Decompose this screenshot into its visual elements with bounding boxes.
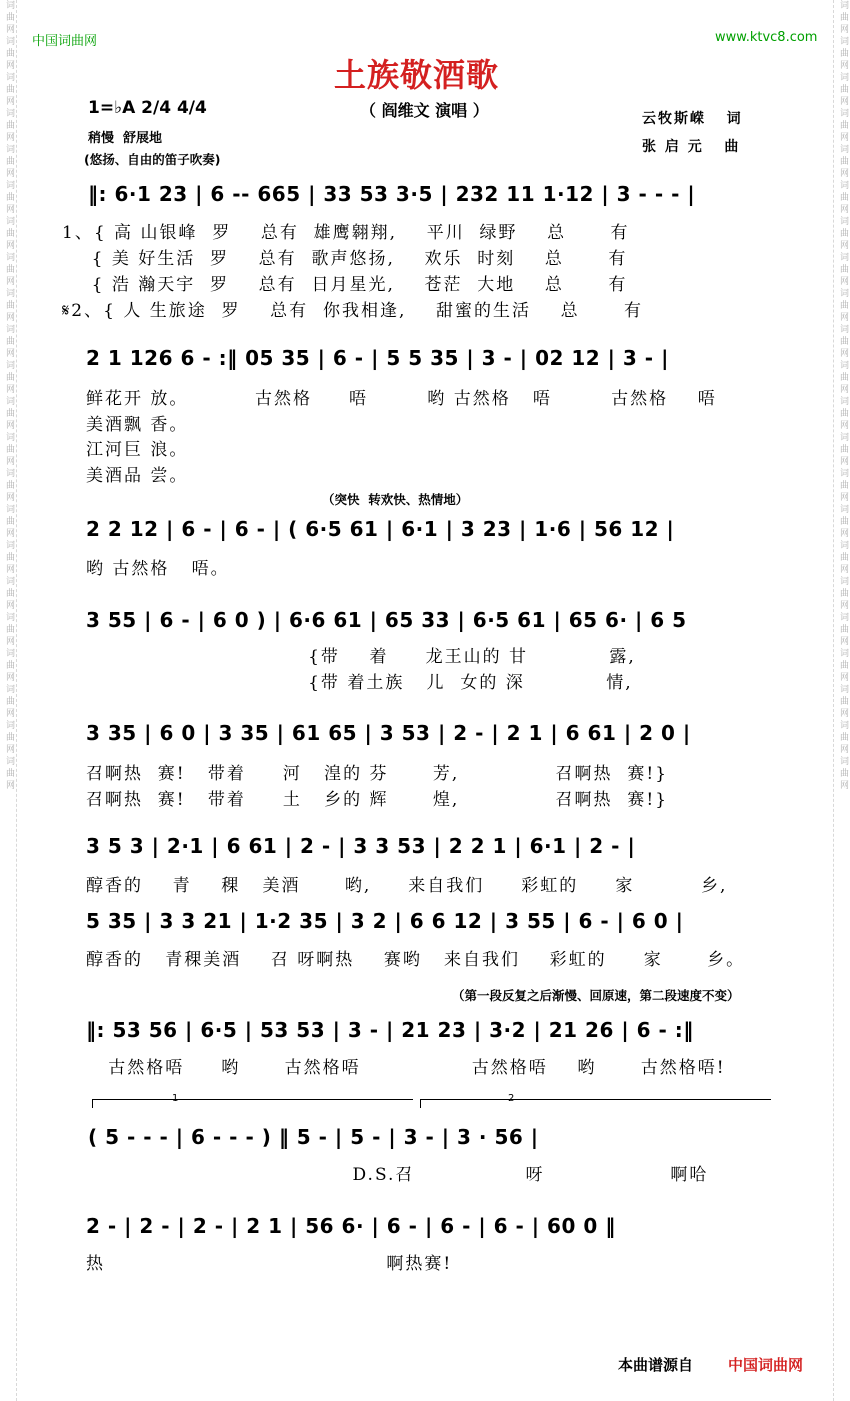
footer-source-site[interactable]: 中国词曲网 [728,1356,804,1374]
repeat-instruction: （第一段反复之后渐慢、回原速，第二段速度不变） [452,988,740,1003]
lyric-5-2: 召啊热 赛! 带着 土 乡的 辉 煌, 召啊热 赛!} [86,790,669,810]
score-line-5: 3 35 | 6 0 | 3 35 | 61 65 | 3 53 | 2 - | 2 1 | 6 61 | 2 0 | [86,721,691,745]
lyric-5-1: 召啊热 赛! 带着 河 湟的 芬 芳, 召啊热 赛!} [86,764,669,784]
footer-source-label: 本曲谱源自 [618,1356,694,1374]
lyric-1-2: { 美 好生活 罗 总有 歌声悠扬, 欢乐 时刻 总 有 [62,249,628,269]
ending-bracket-2 [420,1099,771,1108]
lyric-1-4: 𝄋2、{ 人 生旅途 罗 总有 你我相逢, 甜蜜的生活 总 有 [62,301,644,321]
score-line-3: 2 2 12 | 6 - | 6 - | ( 6·5 61 | 6·1 | 3 23 | 1·6 | 56 12 | [86,517,675,541]
composer: 张 启 元 曲 [642,139,741,155]
score-line-10: 2 - | 2 - | 2 - | 2 1 | 56 6· | 6 - | 6 - | 6 - | 60 0 ‖ [86,1214,616,1238]
performer: （ 阎维文 演唱 ） [360,101,489,120]
lyric-4-2: {带 着土族 儿 女的 深 情, [86,673,633,693]
lyric-2-1: 鲜花开 放。 古然格 唔 哟 古然格 唔 古然格 唔 [86,389,717,409]
tempo-marking: 稍慢 舒展地 [88,131,163,146]
lyric-6-1: 醇香的 青 稞 美酒 哟, 来自我们 彩虹的 家 乡, [86,876,728,896]
right-watermark-strip: 词曲网词曲网词曲网词曲网词曲网词曲网词曲网词曲网词曲网词曲网词曲网词曲网词曲网词曲网词曲网词曲网词曲网词曲网词曲网词曲网词曲网词曲网 [833,0,850,1401]
ending-bracket-1 [92,1099,413,1108]
score-line-7: 5 35 | 3 3 21 | 1·2 35 | 3 2 | 6 6 12 | 3 55 | 6 - | 6 0 | [86,909,684,933]
lyric-1-3: { 浩 瀚天宇 罗 总有 日月星光, 苍茫 大地 总 有 [62,275,628,295]
score-line-4: 3 55 | 6 - | 6 0 ) | 6·6 61 | 65 33 | 6·5 61 | 65 6· | 6 5 [86,608,687,632]
lyric-7-1: 醇香的 青稞美酒 召 呀啊热 赛哟 来自我们 彩虹的 家 乡。 [86,950,746,970]
ending-number-1: 1 [172,1093,179,1104]
score-line-6: 3 5 3 | 2·1 | 6 61 | 2 - | 3 3 53 | 2 2 1 | 6·1 | 2 - | [86,834,636,858]
lyric-9-1: D.S.召 呀 啊哈 [86,1165,709,1185]
score-line-8: ‖: 53 56 | 6·5 | 53 53 | 3 - | 21 23 | 3·2 | 21 26 | 6 - :‖ [86,1018,694,1042]
site-name-link[interactable]: 中国词曲网 [32,34,98,49]
lyric-3-1: 哟 古然格 唔。 [86,559,230,579]
ending-number-2: 2 [508,1093,515,1104]
lyric-2-4: 美酒品 尝。 [86,466,189,486]
lyric-2-2: 美酒飘 香。 [86,415,189,435]
score-line-9: ( 5 - - - | 6 - - - ) ‖ 5 - | 5 - | 3 - | 3 · 56 | [88,1125,539,1149]
lyric-4-1: {带 着 龙王山的 甘 露, [86,647,636,667]
left-watermark-strip: 词曲网词曲网词曲网词曲网词曲网词曲网词曲网词曲网词曲网词曲网词曲网词曲网词曲网词曲网词曲网词曲网词曲网词曲网词曲网词曲网词曲网词曲网 [0,0,17,1401]
lyric-10-1: 热 啊热赛! [86,1254,453,1274]
key-signature: 1=♭A 2/4 4/4 [88,98,207,118]
site-url-link[interactable]: www.ktvc8.com [715,30,818,45]
lyric-2-3: 江河巨 浪。 [86,440,189,460]
tempo-change-note: （突快 转欢快、热情地） [322,492,469,507]
intro-note: (悠扬、自由的笛子吹奏) [84,152,221,167]
lyric-8-1: 古然格唔 哟 古然格唔 古然格唔 哟 古然格唔! [86,1058,726,1078]
page-title: 土族敬酒歌 [334,56,500,94]
score-line-1: ‖: 6·1 23 | 6 -- 665 | 33 53 3·5 | 232 11 1·12 | 3 - - - | [88,182,696,206]
lyricist: 云牧斯嵘 词 [642,111,743,127]
score-line-2: 2 1 126 6 - :‖ 05 35 | 6 - | 5 5 35 | 3 - | 02 12 | 3 - | [86,346,669,370]
lyric-1-1: 1、{ 高 山银峰 罗 总有 雄鹰翱翔, 平川 绿野 总 有 [62,223,630,243]
